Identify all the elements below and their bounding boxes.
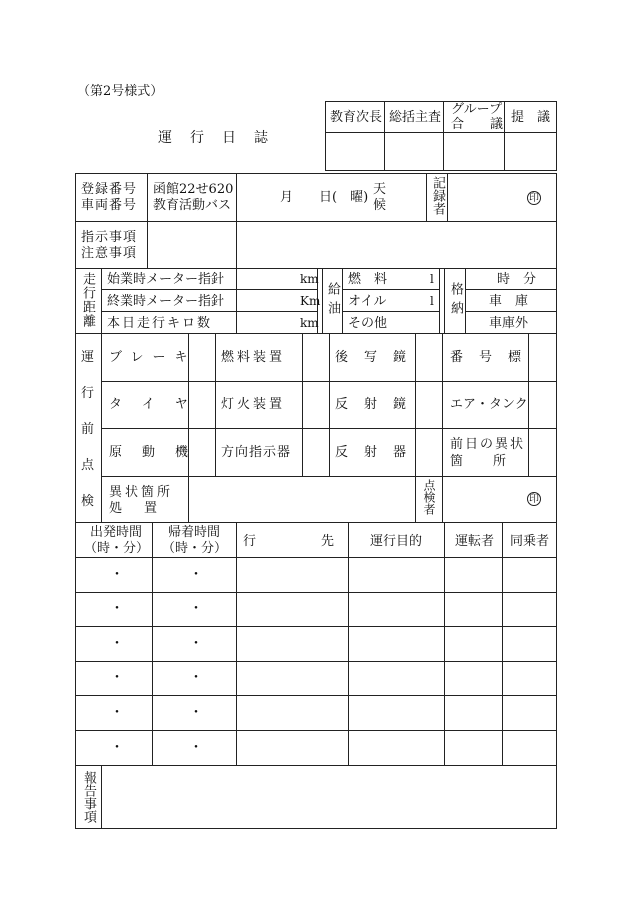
trip-row-3-return[interactable]: ・ — [189, 636, 203, 652]
inspection-label-1: 運 — [81, 350, 95, 365]
trip-row-2-return[interactable]: ・ — [189, 601, 203, 617]
form-title: 運 行 日 誌 — [158, 130, 270, 146]
storage-outside-label: 車庫外 — [489, 316, 529, 331]
inspection-label-3: 前 — [81, 422, 95, 437]
recorder-label: 記録者 — [430, 176, 445, 215]
car-number-label: 車両番号 — [81, 198, 138, 213]
date-field: 月 日( 曜) — [280, 190, 369, 205]
inspection-label-5: 検 — [81, 494, 95, 509]
inspector-seal: 印 — [529, 494, 539, 505]
check-brake: ブレーキ — [109, 350, 197, 365]
end-meter-label: 終業時メーター指針 — [107, 294, 225, 309]
other-label: その他 — [348, 316, 388, 331]
fuel-label: 燃 料 — [348, 272, 388, 287]
purpose-header: 運行目的 — [370, 534, 423, 549]
check-lights: 灯火装置 — [221, 397, 286, 412]
storage-garage-label: 車 庫 — [489, 294, 529, 309]
reg-number-value: 函館22せ620 — [153, 182, 234, 197]
distance-section-label: 走行距離 — [80, 272, 95, 328]
trip-row-1-return[interactable]: ・ — [189, 567, 203, 583]
recorder-seal: 印 — [529, 193, 539, 204]
anomaly-label: 異状箇所 — [109, 485, 174, 500]
check-fuel-system: 燃料装置 — [221, 350, 286, 365]
storage-time-label: 時 分 — [497, 272, 537, 287]
inspector-label: 点検者 — [422, 479, 436, 515]
check-tire: タイヤ — [109, 397, 208, 412]
trip-row-2-departure[interactable]: ・ — [110, 601, 124, 617]
weather-label-top: 天 — [373, 182, 387, 197]
reg-number-label: 登録番号 — [81, 182, 138, 197]
departure-unit: （時・分） — [84, 541, 150, 556]
check-plate: 番号標 — [450, 350, 538, 365]
check-air-tank: エア・タンク — [450, 397, 528, 412]
check-prev-day-anomaly: 前日の異状 — [450, 437, 526, 452]
daily-km-label: 本日走行キロ数 — [107, 316, 213, 331]
fuel-unit: l — [430, 272, 434, 286]
approval-general-manager: 総括主査 — [389, 110, 442, 125]
daily-km-unit: km — [300, 316, 319, 330]
trip-row-4-departure[interactable]: ・ — [110, 670, 124, 686]
check-engine: 原動機 — [109, 445, 209, 460]
approval-consult: 合 議 — [451, 117, 504, 132]
trip-row-4-return[interactable]: ・ — [189, 670, 203, 686]
approval-group: グループ — [451, 102, 502, 117]
oil-unit: l — [430, 294, 434, 308]
passenger-header: 同乗者 — [510, 534, 550, 549]
start-meter-unit: km — [300, 272, 319, 286]
check-reflector: 反射器 — [335, 445, 423, 460]
form-number: （第2号様式） — [77, 84, 164, 99]
trip-row-5-return[interactable]: ・ — [189, 705, 203, 721]
return-unit: （時・分） — [162, 541, 228, 556]
inspection-label-4: 点 — [81, 458, 95, 473]
weather-label-bottom: 候 — [373, 198, 387, 213]
trip-row-6-departure[interactable]: ・ — [110, 740, 124, 756]
check-turn-signal: 方向指示器 — [221, 445, 292, 460]
trip-row-6-return[interactable]: ・ — [189, 740, 203, 756]
start-meter-label: 始業時メーター指針 — [107, 272, 225, 287]
inspection-label-2: 行 — [81, 386, 95, 401]
report-label: 報告事項 — [81, 771, 96, 823]
instructions-label: 指示事項 — [81, 230, 138, 245]
check-anomaly-place: 箇所 — [450, 454, 537, 469]
notes-label: 注意事項 — [81, 246, 138, 261]
end-meter-unit: Km — [300, 294, 321, 308]
departure-header: 出発時間 — [90, 525, 143, 540]
trip-row-3-departure[interactable]: ・ — [110, 636, 124, 652]
oil-label: オイル — [348, 294, 387, 309]
treatment-label: 処置 — [109, 501, 180, 516]
trip-row-1-departure[interactable]: ・ — [110, 567, 124, 583]
driver-header: 運転者 — [455, 534, 495, 549]
check-rear-mirror: 後写鏡 — [335, 350, 423, 365]
fuel-section-label: 給油 — [325, 282, 340, 320]
destination-header: 行 先 — [243, 534, 335, 549]
return-header: 帰着時間 — [168, 525, 221, 540]
approval-vice-superintendent: 教育次長 — [330, 110, 383, 125]
approval-proposal: 提 議 — [511, 110, 551, 125]
check-reflector-mirror: 反射鏡 — [335, 397, 423, 412]
storage-section-label: 格納 — [448, 282, 463, 320]
car-number-value: 教育活動バス — [153, 198, 232, 213]
trip-row-5-departure[interactable]: ・ — [110, 705, 124, 721]
